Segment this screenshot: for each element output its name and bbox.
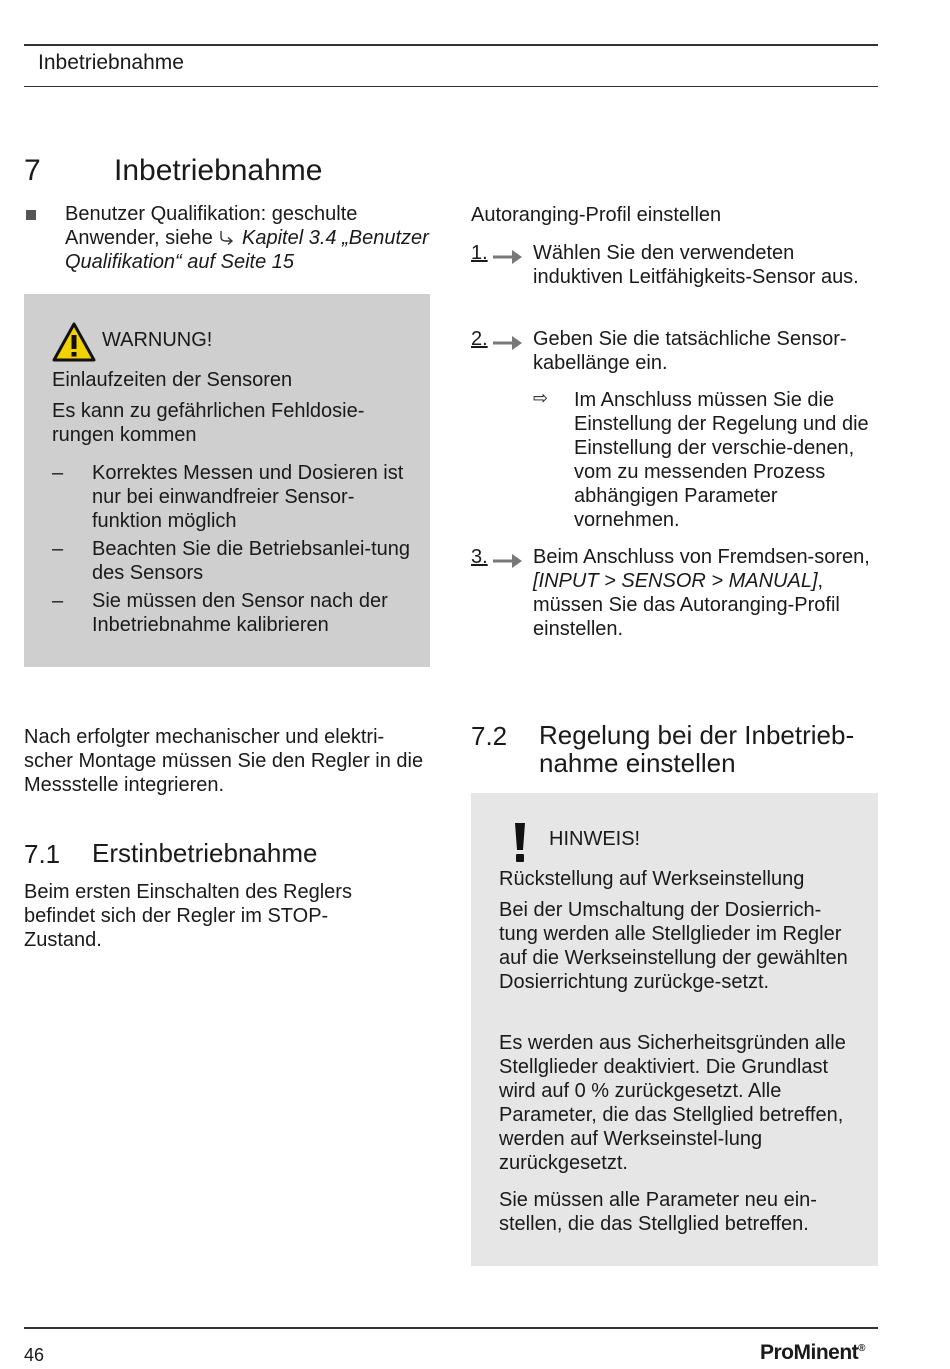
logo-part: Minent xyxy=(793,1341,859,1364)
section-number: 7 xyxy=(24,154,41,187)
step-number: 3. xyxy=(471,546,488,568)
page-number: 46 xyxy=(24,1345,45,1365)
qualification-text: geschulte Anwender, siehe xyxy=(65,203,358,249)
result-text: Im Anschluss müssen Sie die Einstellung der Regelung und die Einstellung der verschie-denen, vom zu messenden Prozess abhängigen Parameter vornehmen. xyxy=(574,389,869,531)
warning-list-text: Korrektes Messen und Dosieren ist nur bei einwandfreier Sensor-funktion möglich xyxy=(92,462,404,532)
step-number: 1. xyxy=(471,242,488,264)
notice-paragraph: Es werden aus Sicherheitsgründen alle Stellglieder deaktiviert. Die Grundlast wird auf 0 % zurückgesetzt. Alle Parameter, die das Stellglied betreffen, werden auf Werkseinstel-lung zurückgesetzt. xyxy=(499,1032,846,1174)
notice-paragraph: Sie müssen alle Parameter neu ein-stellen, die das Stellglied betreffen. xyxy=(499,1189,817,1235)
menu-path: [INPUT > SENSOR > MANUAL] xyxy=(533,570,818,592)
warning-list-text: Beachten Sie die Betriebsanlei-tung des Sensors xyxy=(92,538,410,584)
logo-part: Pro xyxy=(760,1341,794,1364)
warning-list-text: Sie müssen den Sensor nach der Inbetriebnahme kalibrieren xyxy=(92,590,388,636)
procedure-heading: Autoranging-Profil einstellen xyxy=(471,204,722,226)
exclamation-icon xyxy=(513,823,527,868)
step-number: 2. xyxy=(471,328,488,350)
header-bottom-rule xyxy=(24,86,878,87)
result-arrow-icon: ⇨ xyxy=(533,388,549,408)
running-head: Inbetriebnahme xyxy=(38,51,184,74)
step-arrow-icon xyxy=(493,553,523,574)
subsection-text: Beim ersten Einschalten des Reglers befindet sich der Regler im STOP-Zustand. xyxy=(24,881,352,951)
section-title: Inbetriebnahme xyxy=(114,154,323,187)
square-bullet-icon xyxy=(26,210,36,220)
notice-paragraph: Bei der Umschaltung der Dosierrich-tung werden alle Stellglieder im Regler auf die Werkseinstellung der gewählten Dosierrichtung zurückge-setzt. xyxy=(499,899,848,993)
qualification-link[interactable]: Kapitel 3.4 „Benutzer Qualifikation“ auf Seite 15 xyxy=(65,227,429,273)
intro-paragraph: Nach erfolgter mechanischer und elektri-scher Montage müssen Sie den Regler in die Messstelle integrieren. xyxy=(24,726,424,796)
step-text-part: , müssen Sie das Autoranging-Profil einstellen. xyxy=(533,570,840,640)
subsection-title: Regelung bei der Inbetrieb-nahme einstellen xyxy=(539,720,855,778)
step-arrow-icon xyxy=(493,249,523,270)
subsection-title: Erstinbetriebnahme xyxy=(92,838,318,868)
dash-bullet: – xyxy=(52,590,64,612)
step-text: Geben Sie die tatsächliche Sensor-kabellänge ein. xyxy=(533,328,847,374)
subsection-number: 7.2 xyxy=(471,721,508,751)
notice-signal-word: HINWEIS! xyxy=(549,828,641,850)
step-text-part: Beim Anschluss von Fremdsen-soren, xyxy=(533,546,870,568)
warning-title: Einlaufzeiten der Sensoren xyxy=(52,369,293,391)
warning-intro: Es kann zu gefährlichen Fehldosie-rungen kommen xyxy=(52,400,365,446)
subsection-number: 7.1 xyxy=(24,839,61,869)
step-text: Wählen Sie den verwendeten induktiven Leitfähigkeits-Sensor aus. xyxy=(533,242,859,288)
footer-rule xyxy=(24,1327,878,1329)
dash-bullet: – xyxy=(52,462,64,484)
step-arrow-icon xyxy=(493,335,523,356)
brand-logo xyxy=(760,1341,865,1365)
dash-bullet: – xyxy=(52,538,64,560)
warning-triangle-icon xyxy=(52,322,96,367)
warning-box xyxy=(24,294,430,667)
logo-registered: ® xyxy=(858,1343,866,1354)
warning-signal-word: WARNUNG! xyxy=(102,329,213,351)
notice-box xyxy=(471,793,878,1266)
qualification-label: Benutzer Qualifikation: xyxy=(65,203,267,225)
notice-title: Rückstellung auf Werkseinstellung xyxy=(499,868,805,890)
header-top-rule xyxy=(24,44,878,46)
link-arrow-icon xyxy=(218,227,242,249)
step-text xyxy=(533,545,883,641)
